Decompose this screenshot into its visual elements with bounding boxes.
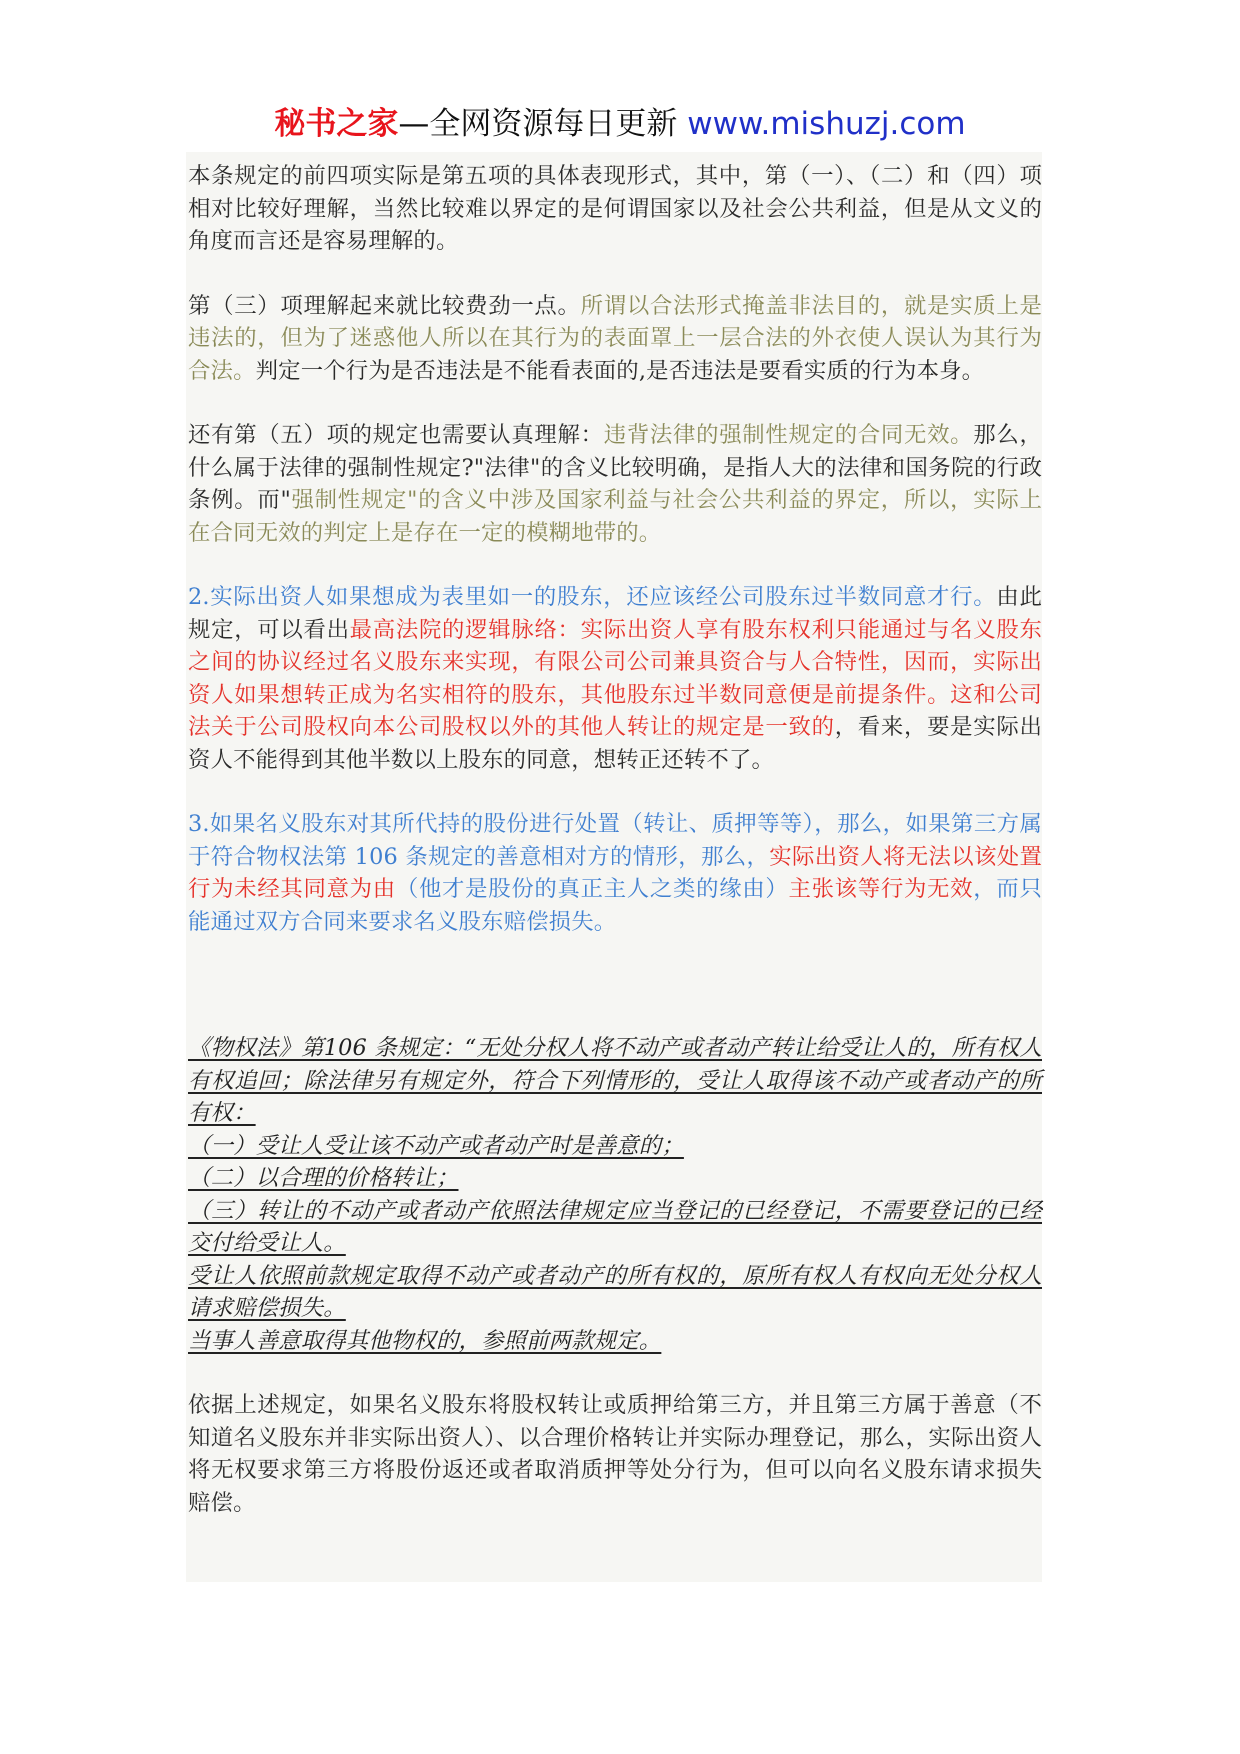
- p3-text-a: 还有第（五）项的规定也需要认真理解：: [188, 422, 604, 448]
- paragraph-5: [186, 808, 1042, 938]
- p5-point-3: 3.如果名义股东对其所代持的股份进行处置（转让、质押等等），那么，如果第三方属于符合物权法第 106 条规定的善意相对方的情形，那么，: [188, 811, 1042, 870]
- p5-emphasis-b: 实际出资人将无法以该处置行为未经其同意为由: [188, 843, 1042, 902]
- p3-highlight-b: 违背法律的强制性规定的合同无效。: [603, 422, 974, 448]
- quote-line-2: （一）受让人受让该不动产或者动产时是善意的；: [188, 1132, 684, 1159]
- p4-point-2: 2.实际出资人如果想成为表里如一的股东，还应该经公司股东过半数同意才行。: [188, 584, 997, 610]
- p2-text-a: 第（三）项理解起来就比较费劲一点。: [188, 292, 581, 319]
- paragraph-gap: [186, 258, 1042, 290]
- p5-emphasis-d: 主张该等行为无效: [788, 876, 974, 902]
- site-url-link[interactable]: www.mishuzj.com: [687, 106, 966, 142]
- paragraph-gap: [186, 549, 1042, 581]
- quote-line-5: 受让人依照前款规定取得不动产或者动产的所有权的，原所有权人有权向无处分权人请求赔偿损失。: [188, 1262, 1042, 1321]
- site-header: [0, 104, 1240, 144]
- paragraph-gap: [186, 1000, 1042, 1032]
- brand-name: 秘书之家: [274, 106, 399, 142]
- paragraph-1: 本条规定的前四项实际是第五项的具体表现形式，其中，第（一）、（二）和（四）项相对比较好理解，当然比较难以界定的是何谓国家以及社会公共利益，但是从文义的角度而言还是容易理解的。: [188, 163, 1042, 254]
- p2-highlight: 所谓以合法形式掩盖非法目的，就是实质上是违法的，但为了迷惑他人所以在其行为的表面罩上一层合法的外衣使人误认为其行为合法。: [188, 292, 1043, 384]
- p5-text-e: ，而只能通过双方合同来要求名义股东赔偿损失。: [188, 876, 1042, 935]
- p4-text-d: ，看来，要是实际出资人不能得到其他半数以上股东的同意，想转正还转不了。: [188, 714, 1042, 773]
- paragraph-6: 依据上述规定，如果名义股东将股权转让或质押给第三方，并且第三方属于善意（不知道名义股东并非实际出资人）、以合理价格转让并实际办理登记，那么，实际出资人将无权要求第三方将股份返还或者取消质押等处分行为，但可以向名义股东请求损失赔偿。: [188, 1392, 1042, 1516]
- p5-text-c: （他才是股份的真正主人之类的缘由）: [395, 876, 789, 902]
- quote-line-4: （三）转让的不动产或者动产依照法律规定应当登记的已经登记，不需要登记的已经交付给受让人。: [188, 1197, 1042, 1256]
- quote-line-6: 当事人善意取得其他物权的，参照前两款规定。: [188, 1327, 662, 1354]
- p3-highlight-d: 强制性规定"的含义中涉及国家利益与社会公共利益的界定，所以，实际上在合同无效的判定上是存在一定的模糊地带的。: [188, 487, 1042, 546]
- paragraph-2: [186, 290, 1042, 388]
- paragraph-gap: [186, 387, 1042, 419]
- header-tagline: —全网资源每日更新: [398, 106, 688, 142]
- paragraph-gap: [186, 1357, 1042, 1389]
- document-body: [186, 152, 1042, 1582]
- quote-line-1: 《物权法》第106 条规定：“无处分权人将不动产或者动产转让给受让人的，所有权人有权追回；除法律另有规定外，符合下列情形的，受让人取得该不动产或者动产的所有权：: [188, 1035, 1042, 1126]
- p3-text-c: 那么，什么属于法律的强制性规定?"法律"的含义比较明确，是指人大的法律和国务院的行政条例。而": [188, 422, 1043, 513]
- paragraph-3: [186, 419, 1042, 549]
- paragraph-gap: [186, 776, 1042, 808]
- p2-text-c: 判定一个行为是否违法是不能看表面的,是否违法是要看实质的行为本身。: [255, 357, 985, 384]
- quote-line-3: （二）以合理的价格转让；: [188, 1165, 459, 1191]
- paragraph-gap: [186, 938, 1042, 1000]
- p4-text-b: 由此规定，可以看出: [188, 584, 1042, 643]
- paragraph-4: [186, 581, 1042, 776]
- p4-emphasis: 最高法院的逻辑脉络：实际出资人享有股东权利只能通过与名义股东之间的协议经过名义股东来实现，有限公司公司兼具资合与人合特性，因而，实际出资人如果想转正成为名实相符的股东，其他股东过半数同意便是前提条件。这和公司法关于公司股权向本公司股权以外的其他人转让的规定是一致的: [188, 616, 1042, 740]
- property-law-quote: [186, 1032, 1042, 1357]
